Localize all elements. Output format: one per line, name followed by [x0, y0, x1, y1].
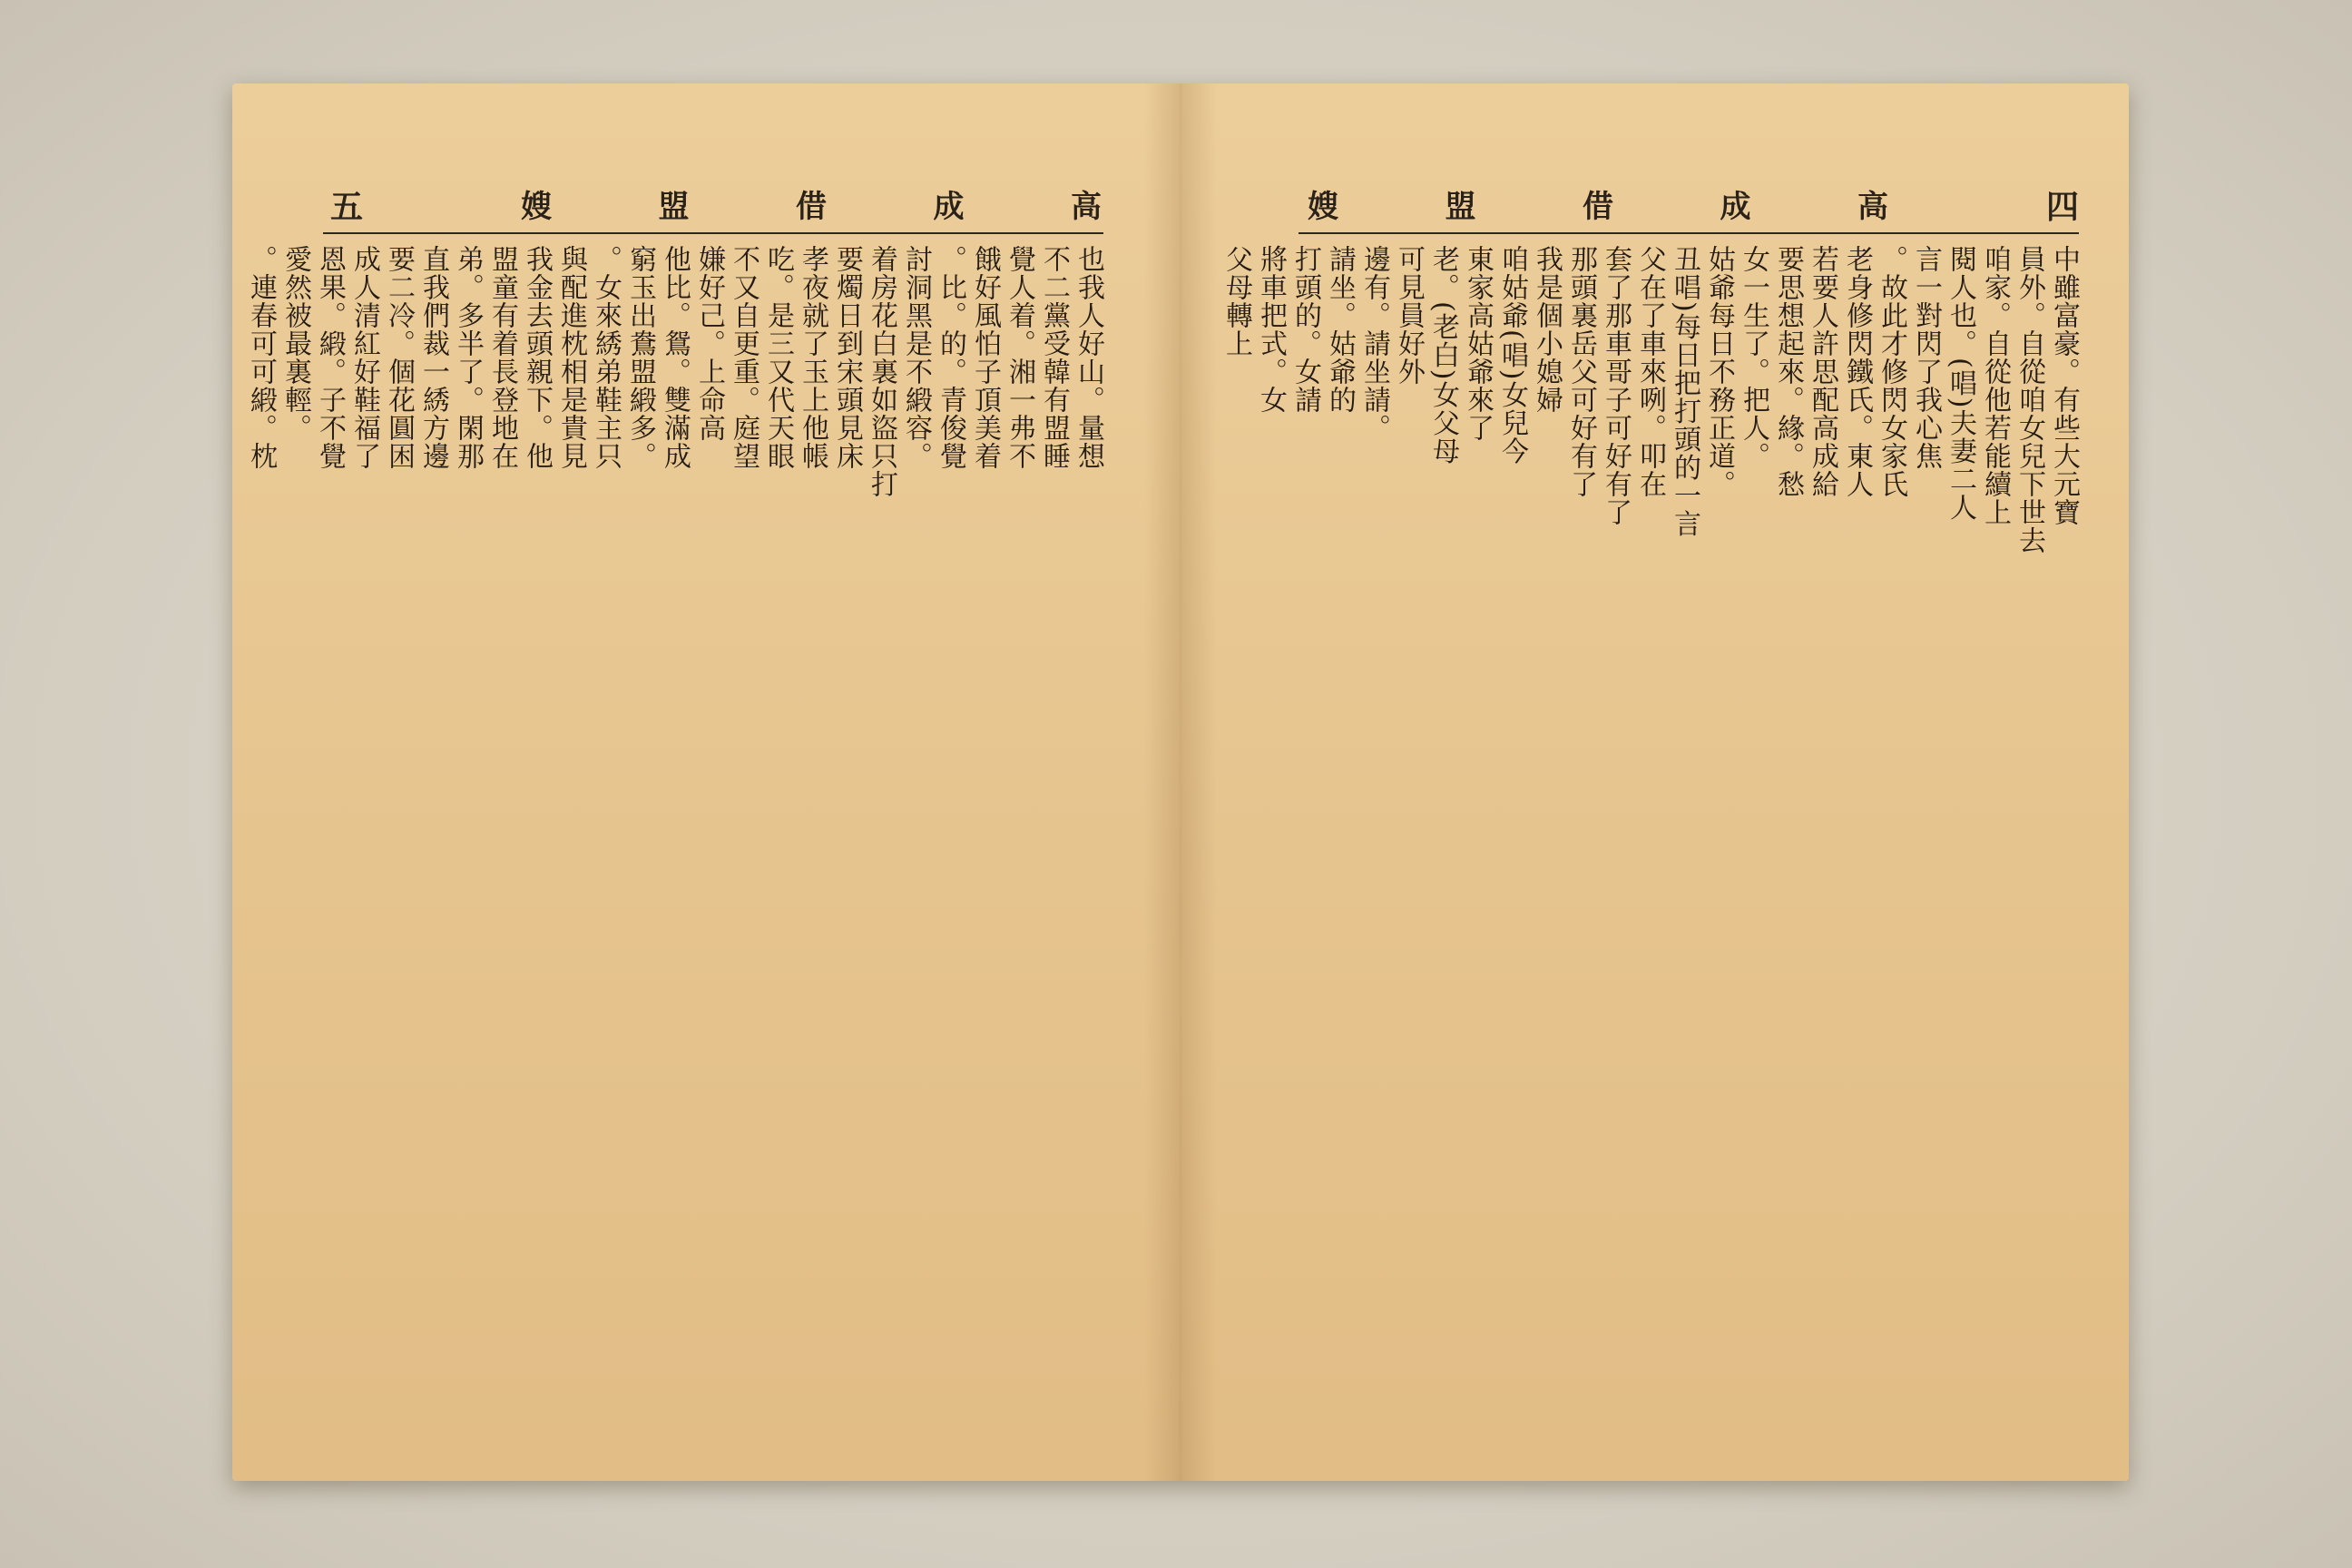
text-column: 我是個小媳婦	[1531, 245, 1563, 414]
text-column: 。連春可可緞。枕	[245, 245, 277, 470]
right-title-char: 盟	[1445, 189, 1476, 225]
text-column: 言一對閃了我心焦	[1910, 245, 1942, 470]
text-column: 弟。多半了。閑那	[452, 245, 484, 470]
text-column: 我金去頭親下。他	[521, 245, 553, 470]
text-column: 吃。是三又代天眼	[762, 245, 794, 470]
left-running-title	[521, 181, 1102, 226]
text-column: 孝夜就了玉上他帳	[797, 245, 828, 470]
text-column: 。比。的。青俊覺	[935, 245, 966, 470]
text-column: 東家高姑爺來了	[1462, 245, 1494, 442]
text-column: 恩果。緞。子不覺	[314, 245, 346, 470]
text-column: 與配進枕相是貴見	[555, 245, 587, 470]
text-column: 也我人好山。量想	[1073, 245, 1104, 470]
left-title-char: 成	[933, 189, 965, 225]
text-column: 愛然被最裏輕。	[279, 245, 311, 442]
text-column: 若要人許思配高成給	[1807, 245, 1838, 498]
text-column: 。女來綉弟鞋主只	[590, 245, 622, 470]
text-column: 餓好風怕子頂美着	[969, 245, 1001, 470]
right-page-header	[1308, 181, 2079, 227]
text-column: 父在了車來咧。叩在	[1634, 245, 1666, 498]
text-column: 請坐。姑爺的	[1324, 245, 1356, 414]
text-column: 要思想起來。緣。愁	[1772, 245, 1804, 498]
right-title-char: 高	[1857, 189, 1888, 225]
text-column: 盟童有着長登地在	[486, 245, 518, 470]
text-column: 咱姑爺(唱)女兒今	[1496, 245, 1528, 466]
text-column: 。故此才修閃女家氏	[1876, 245, 1907, 498]
text-column: 父母轉上	[1220, 245, 1252, 358]
right-page	[1181, 83, 2129, 1481]
text-column: 將車把式。女	[1255, 245, 1287, 414]
text-column: 那頭裏岳父可好有了	[1565, 245, 1597, 498]
text-column: 可見員好外	[1393, 245, 1425, 386]
text-column: 閱人也。(唱)夫妻二人	[1945, 245, 1976, 522]
text-column: 老身修閃鐵氏。東人	[1841, 245, 1873, 498]
left-title-char: 盟	[658, 189, 690, 225]
right-title-char: 成	[1720, 189, 1751, 225]
text-column: 打頭的。女請	[1289, 245, 1321, 414]
right-title-char: 借	[1583, 189, 1613, 225]
text-column: 成人清紅好鞋福了	[348, 245, 380, 470]
text-column: 着房花白裏如盜只打	[866, 245, 897, 498]
left-title-char: 借	[796, 189, 827, 225]
text-column: 要燭日到宋頭見床	[831, 245, 863, 470]
text-column: 員外。自從咱女兒下世去	[2014, 245, 2045, 554]
right-page-number: 四	[2045, 188, 2079, 226]
left-text-columns	[245, 245, 1104, 1426]
text-column: 覺人着。湘一弗不	[1004, 245, 1035, 470]
left-page	[232, 83, 1181, 1481]
right-title-char: 嫂	[1308, 189, 1338, 225]
text-column: 不又自更重。庭望	[728, 245, 760, 470]
text-column: 他比。鴛。雙滿成	[659, 245, 691, 470]
right-text-columns	[1220, 245, 2080, 1426]
text-column: 討洞黑是不緞容。	[900, 245, 932, 470]
book-gutter	[1144, 83, 1217, 1481]
text-column: 女一生了。把人。	[1738, 245, 1769, 470]
text-column: 邊有。請坐請。	[1358, 245, 1390, 442]
left-header-rule	[323, 232, 1103, 234]
text-column: 直我們裁一綉方邊	[417, 245, 449, 470]
text-column: 中雖富豪。有些大元寶	[2048, 245, 2080, 526]
text-column: 不二黨受韓有盟睡	[1038, 245, 1070, 470]
text-column: 要二冷。個花圓困	[383, 245, 415, 470]
text-column: 丑唱)每日把打頭的一言	[1669, 245, 1700, 538]
right-running-title	[1308, 181, 1888, 226]
text-column: 老。(老白)女父母	[1427, 245, 1459, 466]
text-column: 咱家。自從他若能續上	[1979, 245, 2011, 526]
text-column: 姑爺每日不務正道。	[1703, 245, 1735, 498]
right-header-rule	[1298, 232, 2079, 234]
book-spread	[232, 83, 2129, 1481]
left-title-char: 嫂	[521, 189, 552, 225]
text-column: 嫌好己。上命高	[693, 245, 725, 442]
left-page-header	[330, 181, 1102, 227]
text-column: 套了那車哥子可好有了	[1600, 245, 1632, 526]
left-title-char: 高	[1071, 189, 1102, 225]
text-column: 窮玉出鴦盟緞多。	[624, 245, 656, 470]
left-page-number: 五	[330, 188, 364, 226]
